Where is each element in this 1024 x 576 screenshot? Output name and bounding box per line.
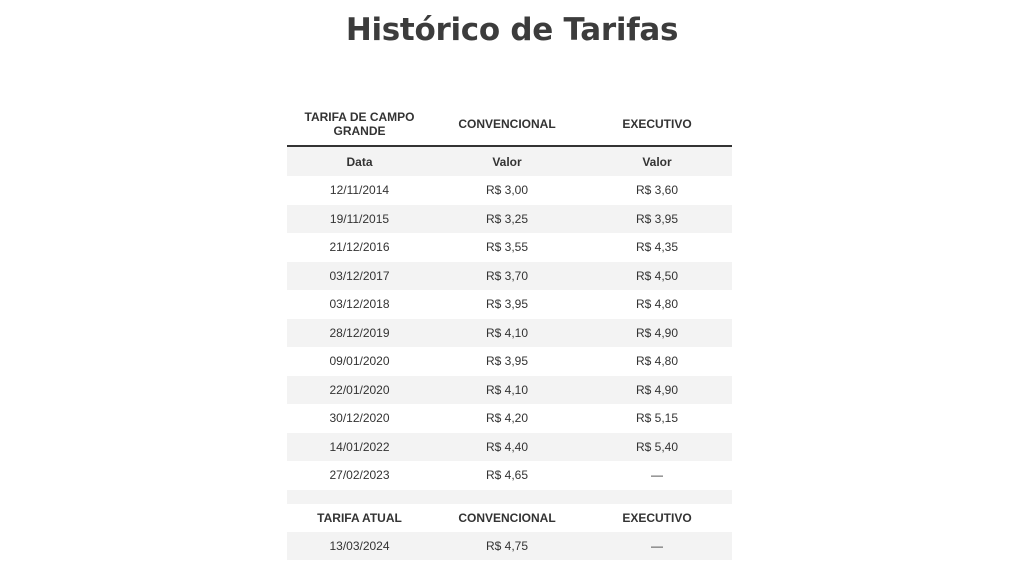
subheader-date: Data (287, 146, 432, 176)
row-conventional-value: R$ 3,55 (432, 233, 582, 262)
row-date: 03/12/2017 (287, 262, 432, 291)
header-executive: EXECUTIVO (582, 103, 732, 146)
current-tariff-header-row (287, 504, 732, 532)
header-tariff-campo-grande: TARIFA DE CAMPO GRANDE (287, 103, 432, 146)
row-executive-value: R$ 5,15 (582, 404, 732, 433)
row-executive-value: R$ 5,40 (582, 433, 732, 462)
table-spacer-row (287, 490, 732, 504)
row-conventional-value: R$ 4,20 (432, 404, 582, 433)
row-date: 21/12/2016 (287, 233, 432, 262)
row-date: 12/11/2014 (287, 176, 432, 205)
row-executive-value: R$ 4,80 (582, 347, 732, 376)
row-executive-value: R$ 3,95 (582, 205, 732, 234)
table-row (287, 319, 732, 348)
spacer-cell (287, 490, 432, 504)
row-conventional-value: R$ 3,95 (432, 290, 582, 319)
row-conventional-value: R$ 4,10 (432, 376, 582, 405)
current-date: 13/03/2024 (287, 532, 432, 560)
row-date: 09/01/2020 (287, 347, 432, 376)
table-subheader-row (287, 146, 732, 176)
table-row (287, 262, 732, 291)
table-row (287, 376, 732, 405)
row-conventional-value: R$ 4,10 (432, 319, 582, 348)
current-conventional-value: R$ 4,75 (432, 532, 582, 560)
row-executive-value: R$ 4,90 (582, 376, 732, 405)
row-conventional-value: R$ 3,70 (432, 262, 582, 291)
row-conventional-value: R$ 4,65 (432, 461, 582, 490)
row-date: 19/11/2015 (287, 205, 432, 234)
row-executive-value: R$ 4,35 (582, 233, 732, 262)
header-current-conventional: CONVENCIONAL (432, 504, 582, 532)
row-date: 30/12/2020 (287, 404, 432, 433)
table-header-row (287, 103, 732, 146)
subheader-executive-value: Valor (582, 146, 732, 176)
row-executive-value: R$ 4,80 (582, 290, 732, 319)
row-conventional-value: R$ 3,00 (432, 176, 582, 205)
row-date: 22/01/2020 (287, 376, 432, 405)
table-row (287, 347, 732, 376)
table-row (287, 433, 732, 462)
table-row (287, 290, 732, 319)
current-tariff-row (287, 532, 732, 560)
table-row (287, 461, 732, 490)
subheader-conventional-value: Valor (432, 146, 582, 176)
row-date: 28/12/2019 (287, 319, 432, 348)
history-rows (287, 176, 732, 560)
row-conventional-value: R$ 3,25 (432, 205, 582, 234)
row-date: 03/12/2018 (287, 290, 432, 319)
row-date: 27/02/2023 (287, 461, 432, 490)
row-executive-value: — (582, 461, 732, 490)
row-date: 14/01/2022 (287, 433, 432, 462)
row-conventional-value: R$ 4,40 (432, 433, 582, 462)
tariff-history-table (287, 103, 732, 560)
row-executive-value: R$ 3,60 (582, 176, 732, 205)
row-executive-value: R$ 4,90 (582, 319, 732, 348)
spacer-cell (582, 490, 732, 504)
page-title: Histórico de Tarifas (345, 12, 679, 48)
spacer-cell (432, 490, 582, 504)
header-current-executive: EXECUTIVO (582, 504, 732, 532)
header-conventional: CONVENCIONAL (432, 103, 582, 146)
row-executive-value: R$ 4,50 (582, 262, 732, 291)
row-conventional-value: R$ 3,95 (432, 347, 582, 376)
table-row (287, 205, 732, 234)
table-row (287, 233, 732, 262)
table-row (287, 404, 732, 433)
table-row (287, 176, 732, 205)
current-executive-value: — (582, 532, 732, 560)
header-current-tariff: TARIFA ATUAL (287, 504, 432, 532)
